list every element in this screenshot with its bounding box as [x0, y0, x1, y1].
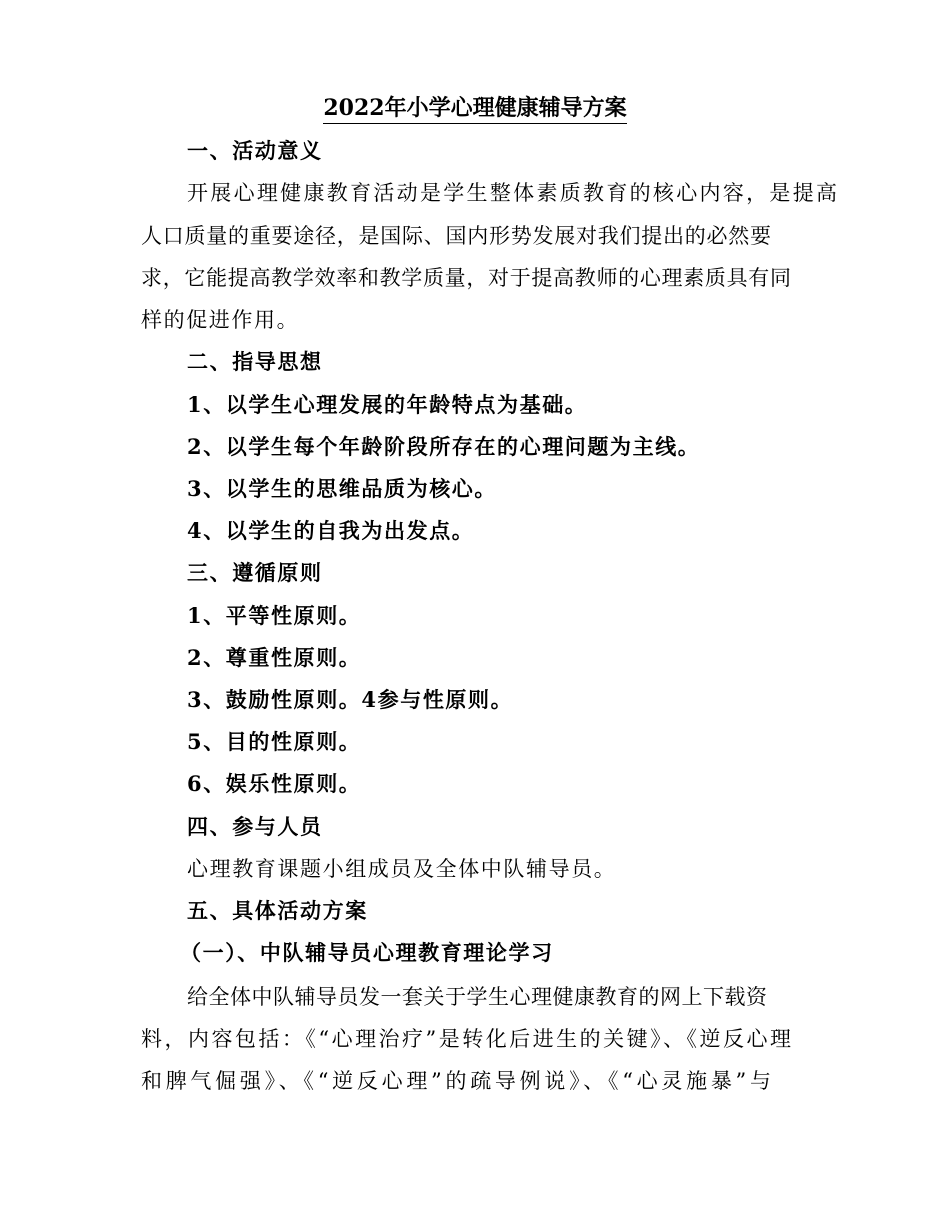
section-heading: 二、指导思想: [187, 349, 323, 374]
paragraph-line: 求，它能提高教学效率和教学质量，对于提高教师的心理素质具有同: [141, 266, 791, 290]
list-item: 6、娱乐性原则。: [187, 771, 362, 796]
section-heading: 三、遵循原则: [187, 560, 323, 585]
paragraph-line: 开展心理健康教育活动是学生整体素质教育的核心内容，是提高: [187, 181, 837, 205]
list-item: 5、目的性原则。: [187, 729, 362, 754]
list-item: 2、以学生每个年龄阶段所存在的心理问题为主线。: [187, 434, 701, 459]
section-heading: 五、具体活动方案: [187, 898, 368, 923]
section-heading: 四、参与人员: [187, 814, 323, 839]
list-item: 4、以学生的自我为出发点。: [187, 518, 475, 543]
list-item: 2、尊重性原则。: [187, 645, 362, 670]
section-heading: 一、活动意义: [187, 138, 323, 163]
paragraph-line: 心理教育课题小组成员及全体中队辅导员。: [187, 857, 617, 881]
paragraph-line: 和脾气倔强》、《“逆反心理”的疏导例说》、《“心灵施暴”与: [141, 1069, 771, 1093]
list-item: 3、以学生的思维品质为核心。: [187, 476, 498, 501]
subsection-heading: （一）、中队辅导员心理教育理论学习: [180, 940, 554, 965]
paragraph-line: 样的促进作用。: [141, 308, 300, 332]
list-item: 1、平等性原则。: [187, 603, 362, 628]
list-item: 1、以学生心理发展的年龄特点为基础。: [187, 392, 588, 417]
paragraph-line: 料，内容包括：《“心理治疗”是转化后进生的关键》、《逆反心理: [141, 1027, 791, 1051]
paragraph-line: 给全体中队辅导员发一套关于学生心理健康教育的网上下载资: [187, 985, 767, 1009]
list-item: 3、鼓励性原则。4参与性原则。: [187, 687, 514, 712]
paragraph-line: 人口质量的重要途径，是国际、国内形势发展对我们提出的必然要: [141, 224, 771, 248]
document-title: 2022年小学心理健康辅导方案: [0, 93, 950, 123]
